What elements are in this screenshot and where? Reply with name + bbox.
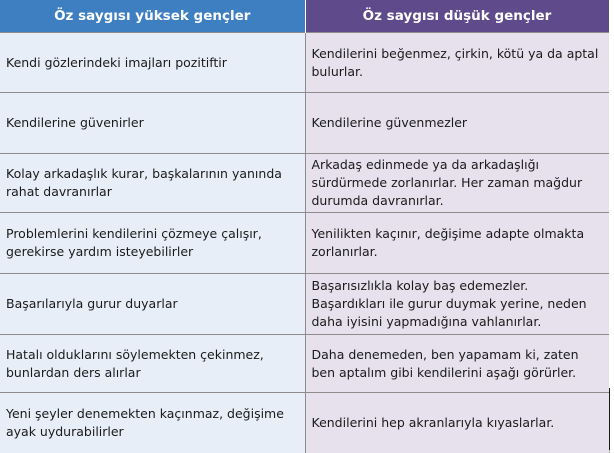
divider: [609, 388, 610, 450]
cell-low: Daha denemeden, ben yapamam ki, zaten ben aptalım gibi kendilerini aşağı görürler.: [305, 335, 609, 393]
table-row: [0, 213, 609, 274]
table-row: [0, 335, 609, 393]
cell-low: Kendilerini beğenmez, çirkin, kötü ya da aptal bulurlar.: [305, 33, 609, 93]
cell-high: Kolay arkadaşlık kurar, başkalarının yanında rahat davranırlar: [0, 154, 305, 213]
table-row: [0, 274, 609, 335]
cell-low: Yenilikten kaçınır, değişime adapte olmakta zorlanırlar.: [305, 213, 609, 274]
cell-high: Kendi gözlerindeki imajları pozitiftir: [0, 33, 305, 93]
cell-high: Kendilerine güvenirler: [0, 93, 305, 154]
cell-low: Kendilerine güvenmezler: [305, 93, 609, 154]
cell-high: Hatalı olduklarını söylemekten çekinmez, bunlardan ders alırlar: [0, 335, 305, 393]
table-row: [0, 154, 609, 213]
cell-high: Problemlerini kendilerini çözmeye çalışır, gerekirse yardım isteyebilirler: [0, 213, 305, 274]
cell-low: Kendilerini hep akranlarıyla kıyaslarlar.: [305, 393, 609, 453]
cell-low: Arkadaş edinmede ya da arkadaşlığı sürdürmede zorlanırlar. Her zaman mağdur durumda davranırlar.: [305, 154, 609, 213]
table-row: [0, 33, 609, 93]
header-row: [0, 0, 609, 33]
cell-high: Yeni şeyler denemekten kaçınmaz, değişime ayak uydurabilirler: [0, 393, 305, 453]
header-high-self-esteem: Öz saygısı yüksek gençler: [0, 0, 305, 33]
table-row: [0, 393, 609, 453]
header-low-self-esteem: Öz saygısı düşük gençler: [305, 0, 609, 33]
cell-low: Başarısızlıkla kolay baş edemezler. Başardıkları ile gurur duymak yerine, neden daha iyisini yapmadığına vahlanırlar.: [305, 274, 609, 335]
table-row: [0, 93, 609, 154]
cell-high: Başarılarıyla gurur duyarlar: [0, 274, 305, 335]
page-margin: [609, 0, 614, 450]
